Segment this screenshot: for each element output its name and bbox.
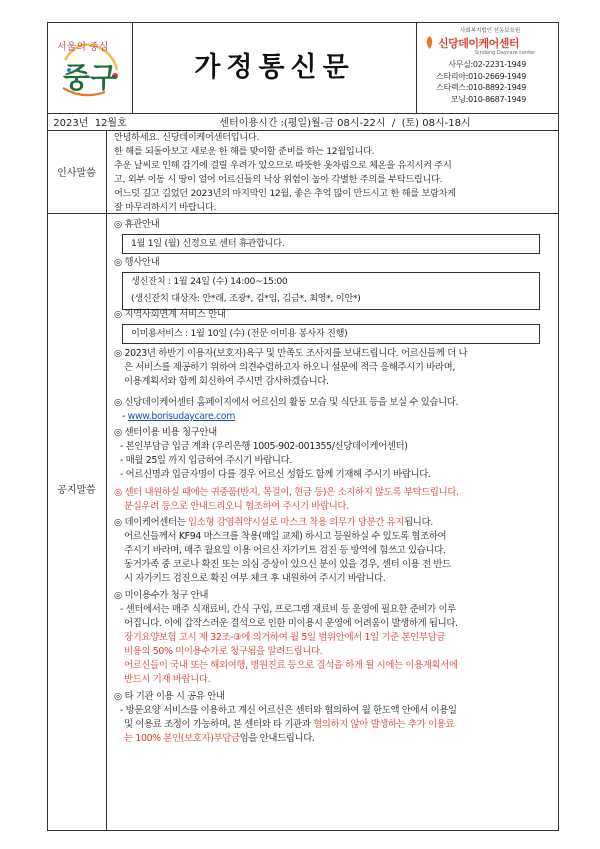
nonuse-fee-red-line: 어르신들이 국내 또는 해외여행, 병원진료 등으로 결석을 하게 될 시에는 이용계획서에: [124, 660, 458, 671]
other-agency-red-text: 는 100% 본인(보호자)부담금: [124, 733, 240, 744]
greeting-line: 고, 외부 이동 시 땅이 얼어 어르신들의 낙상 위험이 높아 각별한 주의를 부탁드립니다.: [114, 174, 443, 185]
nonuse-fee-line: - 센터에서는 매주 식재료비, 간식 구입, 프로그램 재료비 등 운영에 필요한 준비가 이루: [120, 604, 456, 615]
other-agency-section: [114, 690, 457, 746]
community-title: ◎ 지역사회연계 서비스 안내: [114, 309, 226, 320]
nonuse-fee-line: 어집니다. 이에 갑작스러운 결석으로 인한 미이용시 운영에 어려움이 발생하게 됩니다.: [124, 618, 458, 629]
other-agency-line: [114, 718, 457, 732]
homepage-link-row: - www.borisudaycare.com: [122, 411, 235, 422]
other-agency-title: ◎ 타 기관 이용 시 공유 안내: [114, 691, 225, 702]
other-agency-text: 임을 안내드립니다.: [239, 733, 315, 744]
mask-title-row: [114, 516, 451, 530]
homepage-line: ◎ 신당데이케어센터 홈페이지에서 어르신의 활동 모습 및 식단표 등을 보실 수 있습니다.: [114, 397, 459, 408]
mask-section: [114, 516, 451, 586]
event-box: [122, 272, 540, 310]
nonuse-fee-title: ◎ 미이용수가 청구 안내: [114, 590, 209, 601]
nonuse-fee-red-line: 비용의 50% 미이용수가로 청구됨을 알려드립니다.: [124, 646, 323, 657]
mask-prefix: ◎ 데이케어센터는: [114, 517, 189, 528]
billing-line: - 본인부담금 입금 계좌 (우리은행 1005-902-001355/신당데이케어센터): [120, 441, 408, 452]
logo-name: 중구: [63, 61, 118, 94]
holiday-title: ◎ 휴관안내: [114, 219, 160, 230]
contact-staria: 스타리아:010-2669-1949: [436, 71, 526, 81]
greeting-line: 추운 날씨로 인해 감기에 걸릴 우려가 있으므로 따뜻한 옷차림으로 체온을 유지시켜 주시: [114, 160, 452, 171]
other-agency-text: 및 이용료 조정이 가능하며, 본 센터와 타 기관과: [124, 719, 314, 730]
page-title: 가정통신문: [194, 52, 355, 83]
greeting-line: 잘 마무리하시기 바랍니다.: [114, 202, 217, 213]
greeting-line: 한 해를 되돌아보고 새로운 한 해를 맞이할 준비를 하는 12월입니다.: [114, 146, 375, 157]
mask-line: 시 자가키드 검진으로 확진 여부 체크 후 내원하여 주시기 바랍니다.: [124, 573, 386, 584]
event-birthday-targets: (생신잔치 대상자: 안*래, 조광*, 김*임, 김금*, 최영*, 이안*): [131, 293, 361, 304]
mask-suffix: 됩니다.: [404, 517, 433, 528]
event-title: ◎ 행사안내: [114, 257, 160, 268]
mask-line: 주시기 바라며, 매주 월요일 이용 어르신 자가키트 검진 등 방역에 힘쓰고 있습니다.: [124, 545, 446, 556]
contact-starex: 스타렉스:010-8892-1949: [436, 83, 526, 92]
holiday-text: 1월 1일 (월) 신정으로 센터 휴관합니다.: [131, 238, 285, 249]
nonuse-fee-red-line: 반드시 기재 바랍니다.: [124, 674, 211, 685]
homepage-link[interactable]: www.borisudaycare.com: [127, 411, 235, 422]
valuables-line: ◎ 센터 내원하실 때에는 귀중품(반지, 목걸이, 현금 등)은 소지하지 않도록 부탁드립니다.: [114, 487, 459, 498]
contact-list: [420, 59, 526, 105]
center-name: 신당데이케어센터: [438, 37, 520, 50]
nonuse-fee-red-line: 장기요양보험 고시 제 32조-③에 의거하여 월 5일 범위안에서 1일 기준 본인부담금: [124, 632, 446, 643]
label-column-divider: [106, 130, 107, 831]
greeting-label: 인사말씀: [57, 168, 96, 179]
valuables-line: 분실우려 등으로 안내드리오니 협조하여 주시기 바랍니다.: [124, 501, 349, 512]
other-agency-line: [114, 732, 457, 746]
billing-line: - 어르신명과 입금자명이 다를 경우 어르신 성함도 함께 기재해 주시기 바랍니다.: [120, 469, 431, 480]
center-name-en: Sindang Daycare center: [475, 50, 536, 56]
mask-line: 어르신들께서 KF94 마스크를 착용(매일 교체) 하시고 등원하실 수 있도록 협조하여: [124, 531, 447, 542]
survey-line: 이용계획서와 함께 회신하여 주시면 감사하겠습니다.: [124, 376, 329, 387]
mask-highlight: 입소형 감염취약시설로 마스크 착용 의무가 당분간 유지: [188, 517, 405, 528]
survey-line: 은 서비스를 제공하기 위하여 의견수렴하고자 하오니 설문에 적극 응해주시기 바라며,: [124, 362, 456, 373]
homepage-text: [114, 396, 458, 424]
contact-office: 사무실:02-2231-1949: [448, 60, 526, 69]
greeting-line: 안녕하세요. 신당데이케어센터입니다.: [114, 132, 260, 143]
header-divider-right: [416, 22, 417, 113]
logo-slogan: 서울의 중심: [57, 42, 109, 53]
contact-morning: 모닝:010-8687-1949: [450, 94, 526, 104]
issue-label: 2023년 12월호: [53, 118, 127, 129]
mask-line: 동거가족 중 코로나 확진 또는 의심 증상이 있으신 분이 있을 경우, 센터 이용 전 반드: [124, 559, 451, 570]
other-agency-red-text: 협의하지 않아 발생하는 추가 이용료: [313, 719, 455, 730]
billing-section: [114, 426, 431, 482]
center-logo-icon: [424, 34, 435, 47]
holiday-box: [122, 234, 540, 254]
survey-text: [114, 347, 467, 389]
billing-title: ◎ 센터이용 비용 청구안내: [114, 427, 217, 438]
greeting-line: 어느덧 길고 길었던 2023년의 마지막인 12월, 좋은 추억 많이 만드시고 한 해를 보람차게: [114, 188, 456, 199]
district-logo: [55, 26, 127, 106]
nonuse-fee-section: [114, 589, 458, 687]
billing-line: - 매월 25일 까지 입금하여 주시기 바랍니다.: [120, 455, 292, 466]
community-box: [122, 324, 540, 344]
event-birthday-party: 생신잔치 : 1월 24일 (수) 14:00~15:00: [131, 276, 288, 287]
notice-label: 공지말씀: [57, 485, 96, 496]
hours-label: 센터이용시간 :(평일)월-금 08시-22시 / (토) 08시-18시: [219, 118, 471, 129]
greeting-text: [114, 131, 554, 215]
corporation-name: 사회복지법인 선동보육원: [460, 28, 521, 34]
survey-line: ◎ 2023년 하반기 이용자(보호자)욕구 및 만족도 조사지를 보내드립니다. 어르신들께 더 나: [114, 348, 468, 359]
other-agency-line: - 방문요양 서비스를 이용하고 계신 어르신은 센터와 협의하여 월 한도액 안에서 이용일: [120, 705, 457, 716]
valuables-notice: [114, 486, 459, 514]
community-text: 이미용서비스 : 1월 10일 (수) (전문 이미용 봉사자 진행): [131, 328, 348, 339]
